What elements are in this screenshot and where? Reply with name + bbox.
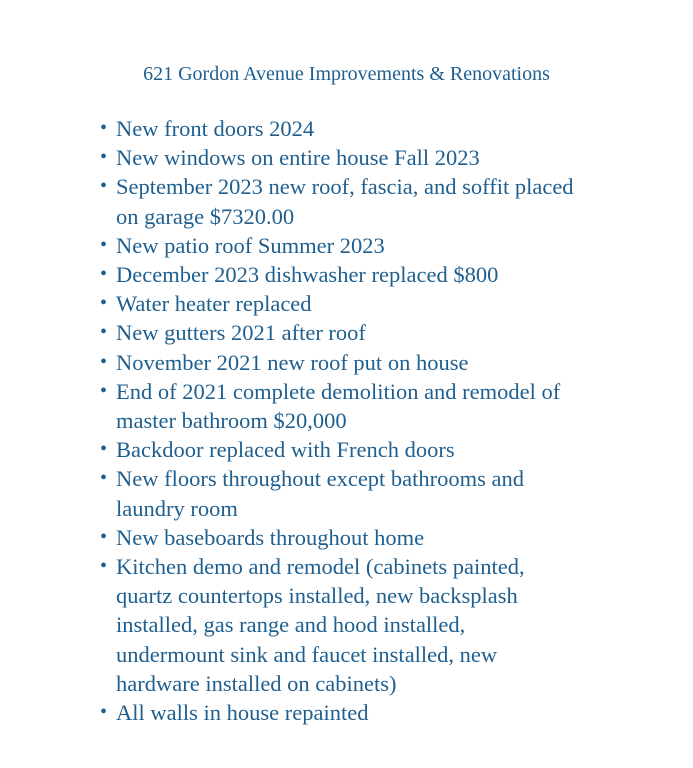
list-item [100,231,670,260]
bullet-icon: • [100,467,108,490]
list-item [100,172,670,230]
list-item-text: End of 2021 complete demolition and remodel of master bathroom $20,000 [116,378,561,434]
list-item-text: New patio roof Summer 2023 [116,232,385,258]
bullet-icon: • [100,701,108,724]
list-item-text: New windows on entire house Fall 2023 [116,145,480,171]
list-item [100,260,670,289]
bullet-icon: • [100,117,108,139]
list-item-text: November 2021 new roof put on house [116,349,469,375]
bullet-icon: • [100,379,108,402]
bullet-icon: • [100,146,108,169]
list-item [100,464,670,522]
bullet-icon: • [100,321,108,344]
bullet-icon: • [100,263,108,286]
list-item-text: New floors throughout except bathrooms and laundry room [116,466,525,521]
list-item [100,289,670,318]
list-item-text: September 2023 new roof, fascia, and soffit placed on garage $7320.00 [116,174,574,229]
bullet-icon: • [100,555,108,578]
bullet-icon: • [100,175,108,198]
improvements-list [100,114,670,727]
list-item [100,523,670,552]
list-item [100,318,670,347]
list-item-text: New gutters 2021 after roof [116,320,366,346]
list-item-text: All walls in house repainted [116,700,369,726]
list-item [100,552,670,698]
list-item [100,114,670,143]
document-title: 621 Gordon Avenue Improvements & Renovations [143,63,550,85]
list-item [100,143,670,172]
list-item-text: Backdoor replaced with French doors [116,437,455,463]
bullet-icon: • [100,525,108,548]
list-item-text: Water heater replaced [116,291,312,317]
list-item-text: December 2023 dishwasher replaced $800 [116,262,499,288]
list-item [100,348,670,377]
bullet-icon: • [100,292,108,315]
bullet-icon: • [100,350,108,373]
list-item-text: Kitchen demo and remodel (cabinets painted, quartz countertops installed, new backsplash installed, gas range and hood installed, undermount sink and faucet installed, new hardware installed on cabinets) [116,554,525,696]
list-item [100,377,670,435]
list-item [100,698,670,727]
list-item-text: New baseboards throughout home [116,524,425,550]
bullet-icon: • [100,438,108,461]
list-item-text: New front doors 2024 [116,116,315,141]
list-item [100,435,670,464]
bullet-icon: • [100,233,108,256]
